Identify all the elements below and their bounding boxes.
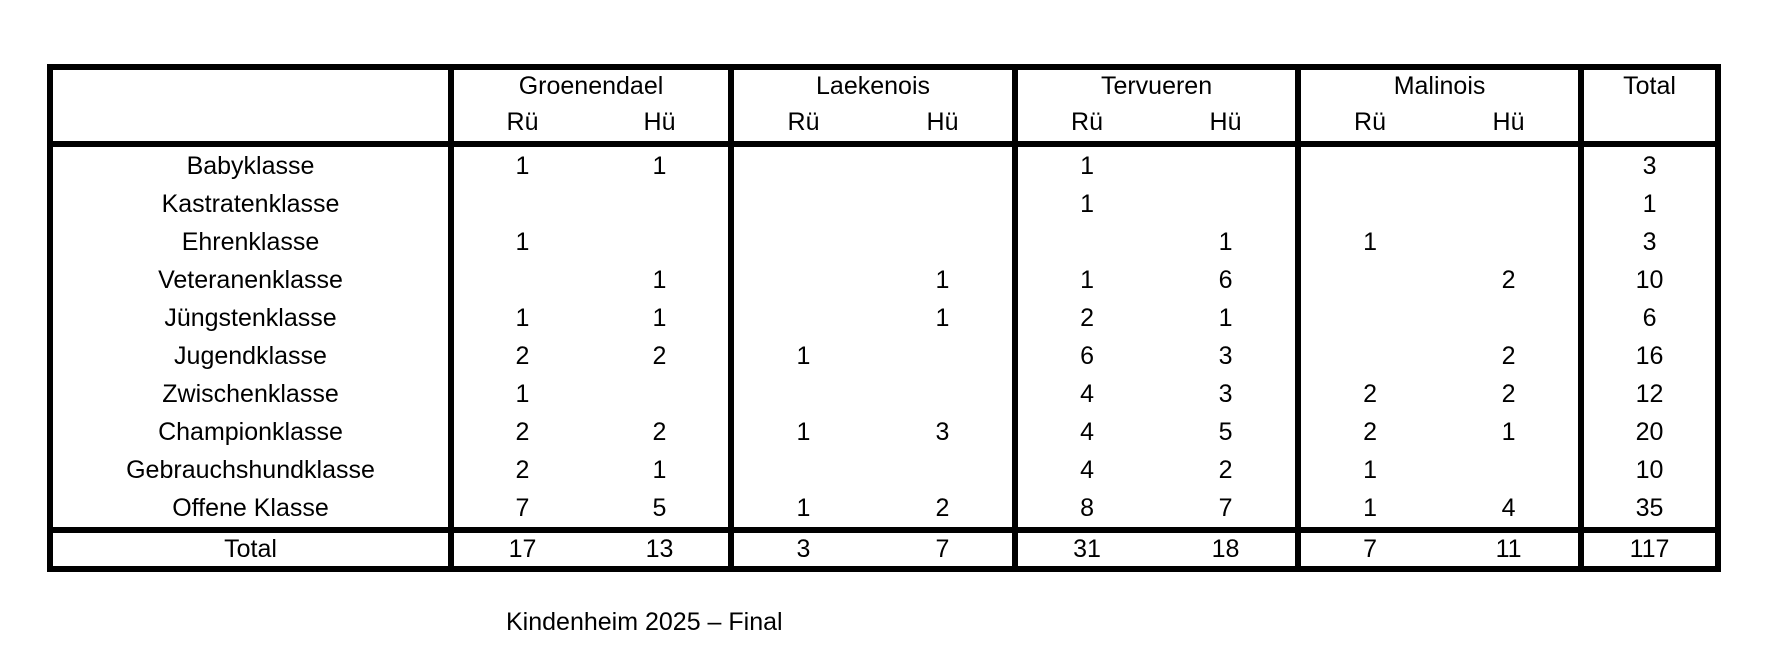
table-cell: 1 [1363,455,1377,484]
table-row [50,413,1718,451]
table-cell: 1 [515,379,530,408]
table-cell: 1 [515,303,530,332]
table-cell [1298,261,1439,299]
table-cell: 1 [1080,151,1094,180]
table-cell [873,223,1015,261]
table-cell: 1 [873,261,1015,299]
table-cell: 4 [1080,455,1094,484]
group-header-laekenois: Laekenois [731,67,1015,103]
row-label: Jüngstenklasse [50,299,451,337]
table-cell [873,144,1015,185]
table-cell: 1 [796,493,811,522]
table-cell: 1 [1501,417,1516,446]
table-cell: 1 [873,299,1015,337]
table-cell: 4 [1501,493,1516,522]
table-cell [451,185,591,223]
table-cell [1015,223,1156,261]
group-header-groenendael: Groenendael [451,67,731,103]
table-cell [1298,337,1439,375]
table-cell [731,451,873,489]
table-cell: 2 [591,337,731,375]
table-cell [1439,223,1581,261]
sub-header-huendin: Hü [873,103,1015,144]
sub-header-rue: Rü [451,103,591,144]
table-cell: 7 [515,493,530,522]
total-row-label: Total [50,530,451,569]
corner-cell [50,67,451,103]
table-cell: 1 [1080,265,1094,294]
table-cell: 2 [1363,417,1377,446]
table-cell: 4 [1080,417,1094,446]
table-row [50,223,1718,261]
row-total-cell: 35 [1581,489,1718,530]
table-cell: 5 [1156,413,1298,451]
table-cell: 2 [1080,303,1094,332]
total-cell: 18 [1156,530,1298,569]
table-cell: 2 [1501,341,1516,370]
table-cell [591,375,731,413]
row-total-cell: 1 [1581,185,1718,223]
table-cell [731,375,873,413]
sub-header-huendin: Hü [591,103,731,144]
total-cell: 17 [451,530,591,569]
row-label: Zwischenklasse [50,375,451,413]
table-cell: 1 [1363,227,1377,256]
total-cell: 11 [1439,530,1581,569]
table-cell [1298,299,1439,337]
table-cell: 1 [1363,493,1377,522]
table-cell [451,261,591,299]
table-cell [591,185,731,223]
table-cell: 1 [796,341,811,370]
row-label: Babyklasse [50,144,451,185]
row-label: Veteranenklasse [50,261,451,299]
table-row [50,489,1718,530]
table-cell [731,144,873,185]
row-total-cell: 10 [1581,451,1718,489]
sub-header-rue: Rü [1298,103,1439,144]
grand-total-cell: 117 [1581,530,1718,569]
row-label: Ehrenklasse [50,223,451,261]
table-cell [1298,185,1439,223]
table-cell: 2 [591,413,731,451]
table-cell [1156,144,1298,185]
table-row [50,299,1718,337]
table-row [50,337,1718,375]
row-total-cell: 16 [1581,337,1718,375]
table-cell [1156,185,1298,223]
table-cell: 2 [1363,379,1377,408]
table-cell [731,261,873,299]
table-row [50,261,1718,299]
table-cell: 2 [1156,451,1298,489]
corner-cell [50,103,451,144]
table-cell: 6 [1156,261,1298,299]
row-total-cell: 6 [1581,299,1718,337]
table-cell: 6 [1080,341,1094,370]
group-header-malinois: Malinois [1393,72,1486,100]
row-total-cell: 12 [1581,375,1718,413]
table-cell: 1 [515,227,530,256]
sub-header-huendin: Hü [1156,103,1298,144]
sub-header-rue: Rü [1015,103,1156,144]
row-label: Championklasse [50,413,451,451]
table-cell: 2 [515,417,530,446]
table-row [50,144,1718,185]
table-cell: 1 [1156,223,1298,261]
total-row [50,530,1718,569]
total-cell: 31 [1015,530,1156,569]
table-cell [1439,144,1581,185]
caption: Kindenheim 2025 – Final [506,608,783,636]
total-column-header: Total [1581,67,1718,103]
sub-header-row [50,103,1718,144]
row-total-cell: 3 [1581,144,1718,185]
table-cell: 2 [515,455,530,484]
table-cell: 1 [591,451,731,489]
table-cell: 1 [1156,299,1298,337]
table-cell: 1 [796,417,811,446]
table-cell [731,185,873,223]
group-header-tervueren: Tervueren [1015,67,1298,103]
table-cell [873,185,1015,223]
table-cell [591,223,731,261]
sub-header-total-empty [1581,103,1718,144]
sub-header-huendin: Hü [1439,103,1581,144]
row-label: Offene Klasse [50,489,451,530]
table-cell [1439,185,1581,223]
table-cell: 2 [873,489,1015,530]
table-cell: 1 [515,151,530,180]
table-cell: 2 [515,341,530,370]
row-label: Kastratenklasse [50,185,451,223]
row-label: Gebrauchshundklasse [50,451,451,489]
table-cell: 3 [873,413,1015,451]
table-cell [1439,451,1581,489]
table-cell: 5 [591,489,731,530]
table-cell [731,299,873,337]
table-row [50,375,1718,413]
table-cell: 7 [1156,489,1298,530]
total-cell: 13 [591,530,731,569]
row-total-cell: 20 [1581,413,1718,451]
row-total-cell: 10 [1581,261,1718,299]
table-cell: 3 [1156,337,1298,375]
total-cell: 7 [873,530,1015,569]
table-cell [873,451,1015,489]
table-cell: 2 [1501,379,1516,408]
table-cell: 1 [1080,189,1094,218]
table-cell: 4 [1080,379,1094,408]
total-cell: 7 [1298,530,1439,569]
table-cell [731,223,873,261]
table-body [50,144,1718,530]
table-cell: 2 [1501,265,1516,294]
table-cell: 1 [591,299,731,337]
table-cell [873,337,1015,375]
table-cell: 1 [591,261,731,299]
results-table [47,64,1721,572]
total-cell: 3 [731,530,873,569]
table-cell [1298,144,1439,185]
table-row [50,451,1718,489]
table-cell: 8 [1080,493,1094,522]
row-label: Jugendklasse [50,337,451,375]
table-row [50,185,1718,223]
table-cell: 1 [591,144,731,185]
sub-header-rue: Rü [731,103,873,144]
table-cell [873,375,1015,413]
group-header-row [50,67,1718,103]
row-total-cell: 3 [1581,223,1718,261]
table-cell: 3 [1156,375,1298,413]
table-cell [1439,299,1581,337]
